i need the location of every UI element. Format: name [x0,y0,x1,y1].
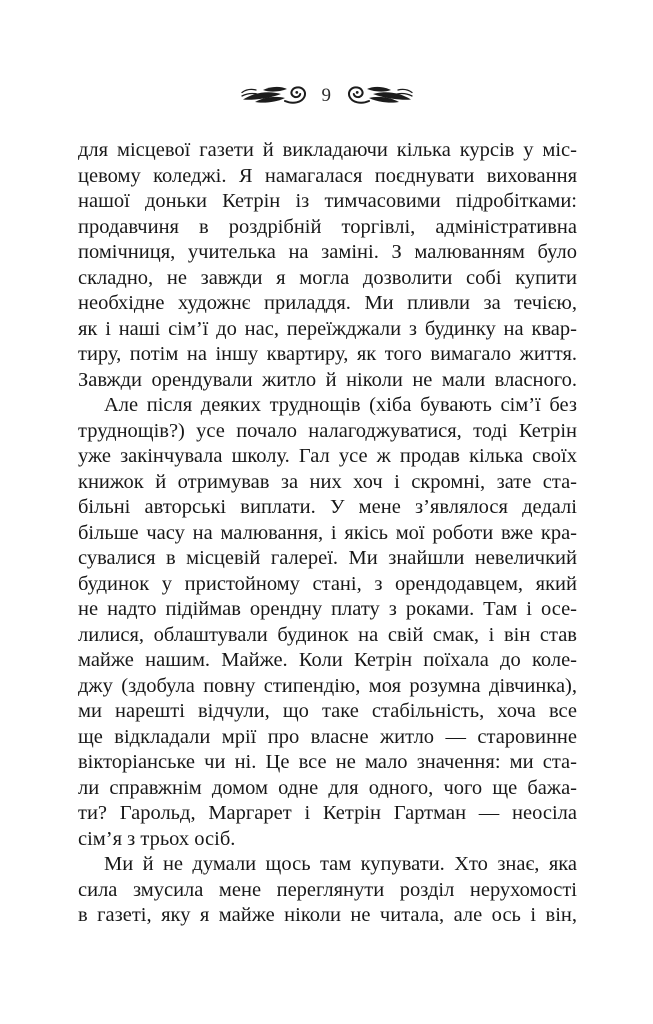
text-line: тиру, потім на іншу квартиру, як того вимагало життя. [78,343,577,365]
text-line: сила змусила мене переглянути розділ нерухомості [78,878,577,901]
flourish-left-icon [241,85,307,105]
text-line: не надто підіймав орендну плату з роками. Там і осе- [78,598,577,620]
text-line: сім’я з трьох осіб. [78,827,236,850]
text-line: майже нашим. Майже. Коли Кетрін поїхала до коле- [78,649,577,671]
text-block [78,138,577,929]
text-line: джу (здобула повну стипендію, моя розумна дівчинка), [78,674,577,697]
text-line: будинок у пристойному стані, з орендодавцем, який [78,572,577,595]
text-line: уже закінчувала школу. Гал усе ж продав кілька своїх [78,445,577,467]
paragraph [78,393,577,852]
text-line: продавчиня в роздрібній торгівлі, адміністративна [78,215,577,238]
text-line: Ми й не думали щось там купувати. Хто знає, яка [104,853,577,875]
text-line: ти? Гарольд, Маргарет і Кетрін Гартман — неосіла [78,802,577,824]
text-line: Але після деяких труднощів (хіба бувають сім’ї без [104,394,577,416]
text-line: помічниця, учителька на заміні. З малюванням було [78,241,577,263]
text-line: в газеті, яку я майже ніколи не читала, але ось і він, [78,904,577,926]
text-line: більше часу на малювання, і якісь мої роботи вже кра- [78,521,577,544]
text-line: вікторіанське чи ні. Це все не мало значення: ми ста- [78,751,577,773]
text-line: як і наші сім’ї до нас, переїжджали з будинку на квар- [78,317,577,340]
text-line: лилися, облаштували будинок на свій смак, і він став [78,623,577,646]
text-line: ще відкладали мрії про власне житло — старовинне [78,725,577,748]
text-line: більні авторські виплати. У мене з’являлося дедалі [78,496,577,518]
page-header [0,82,653,108]
text-line: необхідне художнє приладдя. Ми пливли за течією, [78,292,577,314]
paragraph [78,852,577,929]
text-line: ли справжнім домом одне для одного, чого ще бажа- [78,776,577,799]
text-line: для місцевої газети й викладаючи кілька курсів у міс- [78,139,577,161]
text-line: труднощів?) усе почало налагоджуватися, тоді Кетрін [78,419,577,442]
text-line: нашої доньки Кетрін із тимчасовими підробітками: [78,190,577,212]
text-line: складно, не завжди я могла дозволити собі купити [78,266,577,289]
text-line: сувалися в місцевій галереї. Ми знайшли невеличкий [78,547,577,569]
text-line: ми нарешті відчули, що таке стабільність, хоча все [78,700,577,722]
page-number: 9 [321,84,332,106]
text-line: цевому коледжі. Я намагалася поєднувати виховання [78,164,577,187]
flourish-right-icon [347,85,413,105]
paragraph [78,138,577,393]
text-line: Завжди орендували житло й ніколи не мали власного. [78,368,577,391]
text-line: книжок й отримував за них хоч і скромні, зате ста- [78,470,577,493]
